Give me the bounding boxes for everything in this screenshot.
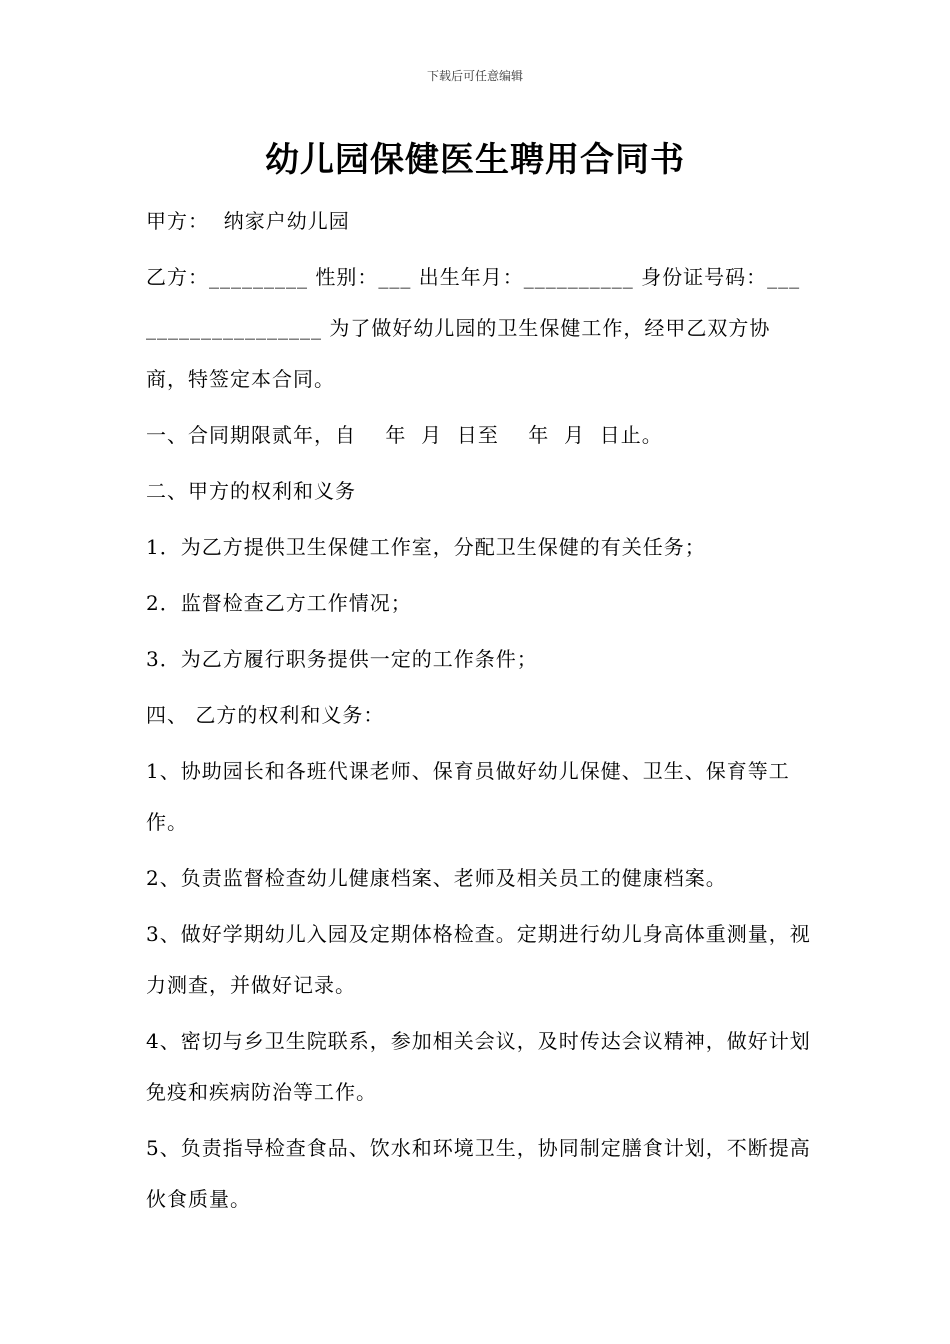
party-b-line: 乙方：_________ 性别：___ 出生年月：__________ 身份证号码：___________________ 为了做好幼儿园的卫生保健工作，经甲乙双方协商，特签定本合同。	[146, 265, 801, 391]
document-body	[146, 196, 811, 1230]
party-b-duty-5: 5、负责指导检查食品、饮水和环境卫生，协同制定膳食计划，不断提高伙食质量。	[146, 1136, 811, 1211]
section-heading-party-b: 四、 乙方的权利和义务：	[146, 703, 385, 727]
header-note: 下载后可任意编辑	[426, 69, 523, 83]
party-b-duty-2: 2、负责监督检查幼儿健康档案、老师及相关员工的健康档案。	[146, 866, 727, 890]
contract-term: 一、合同期限贰年，自 年 月 日至 年 月 日止。	[146, 423, 663, 447]
party-b-duty-1: 1、协助园长和各班代课老师、保育员做好幼儿保健、卫生、保育等工作。	[146, 759, 790, 834]
party-b-duty-3: 3、做好学期幼儿入园及定期体格检查。定期进行幼儿身高体重测量，视力测查，并做好记录。	[146, 922, 811, 997]
party-a-duty-1: 1．为乙方提供卫生保健工作室，分配卫生保健的有关任务；	[146, 535, 706, 559]
party-a-duty-3: 3．为乙方履行职务提供一定的工作条件；	[146, 647, 538, 671]
party-b-duty-4: 4、密切与乡卫生院联系，参加相关会议，及时传达会议精神，做好计划免疫和疾病防治等工作。	[146, 1029, 811, 1104]
document-title: 幼儿园保健医生聘用合同书	[265, 140, 685, 180]
party-a-line: 甲方： 纳家户幼儿园	[146, 209, 350, 233]
section-heading-party-a: 二、甲方的权利和义务	[146, 479, 356, 503]
party-a-duty-2: 2．监督检查乙方工作情况；	[146, 591, 412, 615]
